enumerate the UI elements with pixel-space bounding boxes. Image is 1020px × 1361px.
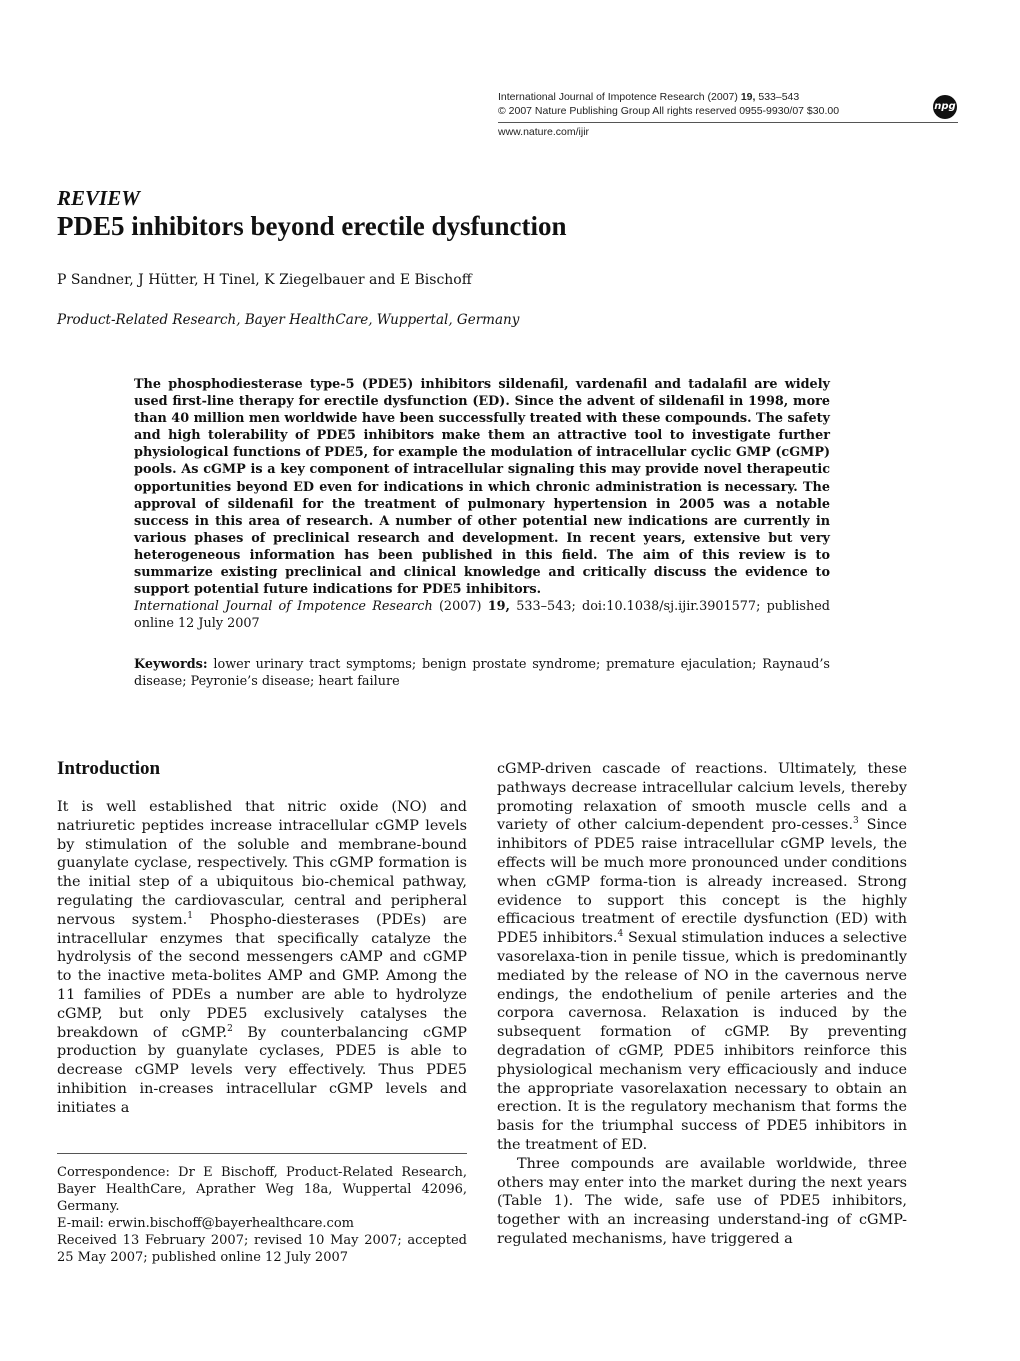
correspondence-address: Correspondence: Dr E Bischoff, Product-Related Research, Bayer HealthCare, Aprather Weg 18a, Wuppertal 42096, Germany. [57, 1165, 467, 1214]
body-text: Since inhibitors of PDE5 raise intracellular cGMP levels, the effects will be much more pronounced under conditions when cGMP forma-tion is already increased. Strong evidence to support this concept is the highly efficacious treatment of erectile dysfunction (ED) with PDE5 inhibitors. [497, 817, 907, 947]
section-heading-introduction: Introduction [57, 758, 161, 779]
article-dates: Received 13 February 2007; revised 10 May 2007; accepted 25 May 2007; published online 12 July 2007 [57, 1233, 467, 1265]
article-citation [134, 598, 830, 632]
npg-logo: npg [933, 95, 957, 119]
citation-rest: 533–543; doi:10.1038/sj.ijir.3901577; published online 12 July 2007 [134, 599, 830, 631]
journal-url[interactable]: www.nature.com/ijir [498, 126, 590, 138]
keywords [134, 656, 830, 690]
body-column-left [57, 798, 467, 1118]
keywords-list: lower urinary tract symptoms; benign prostate syndrome; premature ejaculation; Raynaud’s disease; Peyronie’s disease; heart failure [134, 657, 830, 689]
citation-journal: International Journal of Impotence Research [134, 599, 433, 614]
journal-volume: 19, [740, 91, 756, 103]
correspondence-block [57, 1164, 467, 1266]
intro-paragraph-1 [57, 798, 467, 1118]
journal-header [498, 90, 958, 118]
body-column-right [497, 760, 907, 1249]
article-affiliation: Product-Related Research, Bayer HealthCare, Wuppertal, Germany [57, 312, 520, 328]
reference-4[interactable]: 4 [617, 929, 624, 940]
copyright-line: © 2007 Nature Publishing Group All rights reserved 0955-9930/07 $30.00 [498, 105, 840, 117]
correspondence-email[interactable]: E-mail: erwin.bischoff@bayerhealthcare.com [57, 1216, 354, 1231]
reference-2[interactable]: 2 [227, 1023, 233, 1034]
citation-volume: 19, [487, 599, 510, 614]
article-authors: P Sandner, J Hütter, H Tinel, K Ziegelbauer and E Bischoff [57, 272, 472, 288]
journal-name: International Journal of Impotence Research [498, 91, 705, 103]
footnote-divider [57, 1153, 467, 1154]
body-text: Phospho-diesterases (PDEs) are intracellular enzymes that specifically catalyze the hydrolysis of the second messengers cAMP and cGMP to the inactive meta-bolites AMP and GMP. Among the 11 families of PDEs a number are able to hydrolyze cGMP, but only PDE5 exclusively catalyses the breakdown of cGMP. [57, 911, 467, 1041]
article-title: PDE5 inhibitors beyond erectile dysfunction [57, 211, 567, 241]
reference-1[interactable]: 1 [187, 910, 193, 921]
abstract-text: The phosphodiesterase type-5 (PDE5) inhibitors sildenafil, vardenafil and tadalafil are widely used first-line therapy for erectile dysfunction (ED). Since the advent of sildenafil in 1998, more than 40 million men worldwide have been successfully treated with these compounds. The safety and high tolerability of PDE5 inhibitors make them an attractive tool to investigate further physiological functions of PDE5, for example the modulation of intracellular cyclic GMP (cGMP) pools. As cGMP is a key component of intracellular signaling this may provide novel therapeutic opportunities beyond ED even for indications in which chronic administration is necessary. The approval of sildenafil for the treatment of pulmonary hypertension in 2005 was a notable success in this area of research. A number of other potential new indications are currently in various phases of preclinical research and development. In recent years, extensive but very heterogeneous information has been published in this field. The aim of this review is to summarize existing preclinical and clinical knowledge and critically discuss the evidence to support potential future indications for PDE5 inhibitors. [134, 377, 830, 598]
reference-3[interactable]: 3 [853, 816, 859, 827]
article-type: REVIEW [57, 186, 140, 210]
body-text: cGMP-driven cascade of reactions. Ultimately, these pathways decrease intracellular calcium levels, thereby promoting relaxation of smooth muscle cells and a variety of other calcium-dependent pro-cesses. [497, 761, 907, 834]
body-text: Sexual stimulation induces a selective vasorelaxa-tion in penile tissue, which is predominantly mediated by the release of NO in the cavernous nerve endings, the endothelium of penile arteries and the corpora cavernosa. Relaxation is induced by the subsequent formation of cGMP. By preventing degradation of cGMP, PDE5 inhibitors reinforce this physiological mechanism very efficaciously and induce the appropriate vasorelaxation necessary to obtain an erection. It is the regulatory mechanism that forms the basis for the triumphal success of PDE5 inhibitors in the treatment of ED. [497, 930, 908, 1153]
intro-paragraph-2: Three compounds are available worldwide, three others may enter into the market during the next years (Table 1). The wide, safe use of PDE5 inhibitors, together with an increasing understand-ing of cGMP-regulated mechanisms, have triggered a [497, 1155, 907, 1247]
header-divider [498, 122, 958, 123]
journal-year: (2007) [707, 91, 738, 103]
keywords-label: Keywords: [134, 657, 208, 672]
citation-year: (2007) [438, 599, 482, 614]
body-text: It is well established that nitric oxide (NO) and natriuretic peptides increase intracellular cGMP levels by stimulation of the soluble and membrane-bound guanylate cyclase, respectively. This cGMP formation is the initial step of a ubiquitous bio-chemical pathway, regulating the cardiovascular, central and peripheral nervous system. [57, 799, 467, 928]
body-text: By counterbalancing cGMP production by guanylate cyclases, PDE5 is able to decrease cGMP levels very effectively. Thus PDE5 inhibition in-creases intracellular cGMP levels and initiates a [57, 1024, 467, 1116]
intro-paragraph-1-cont [497, 760, 907, 1155]
journal-citation-line [498, 90, 958, 104]
journal-pages: 533–543 [758, 91, 800, 103]
